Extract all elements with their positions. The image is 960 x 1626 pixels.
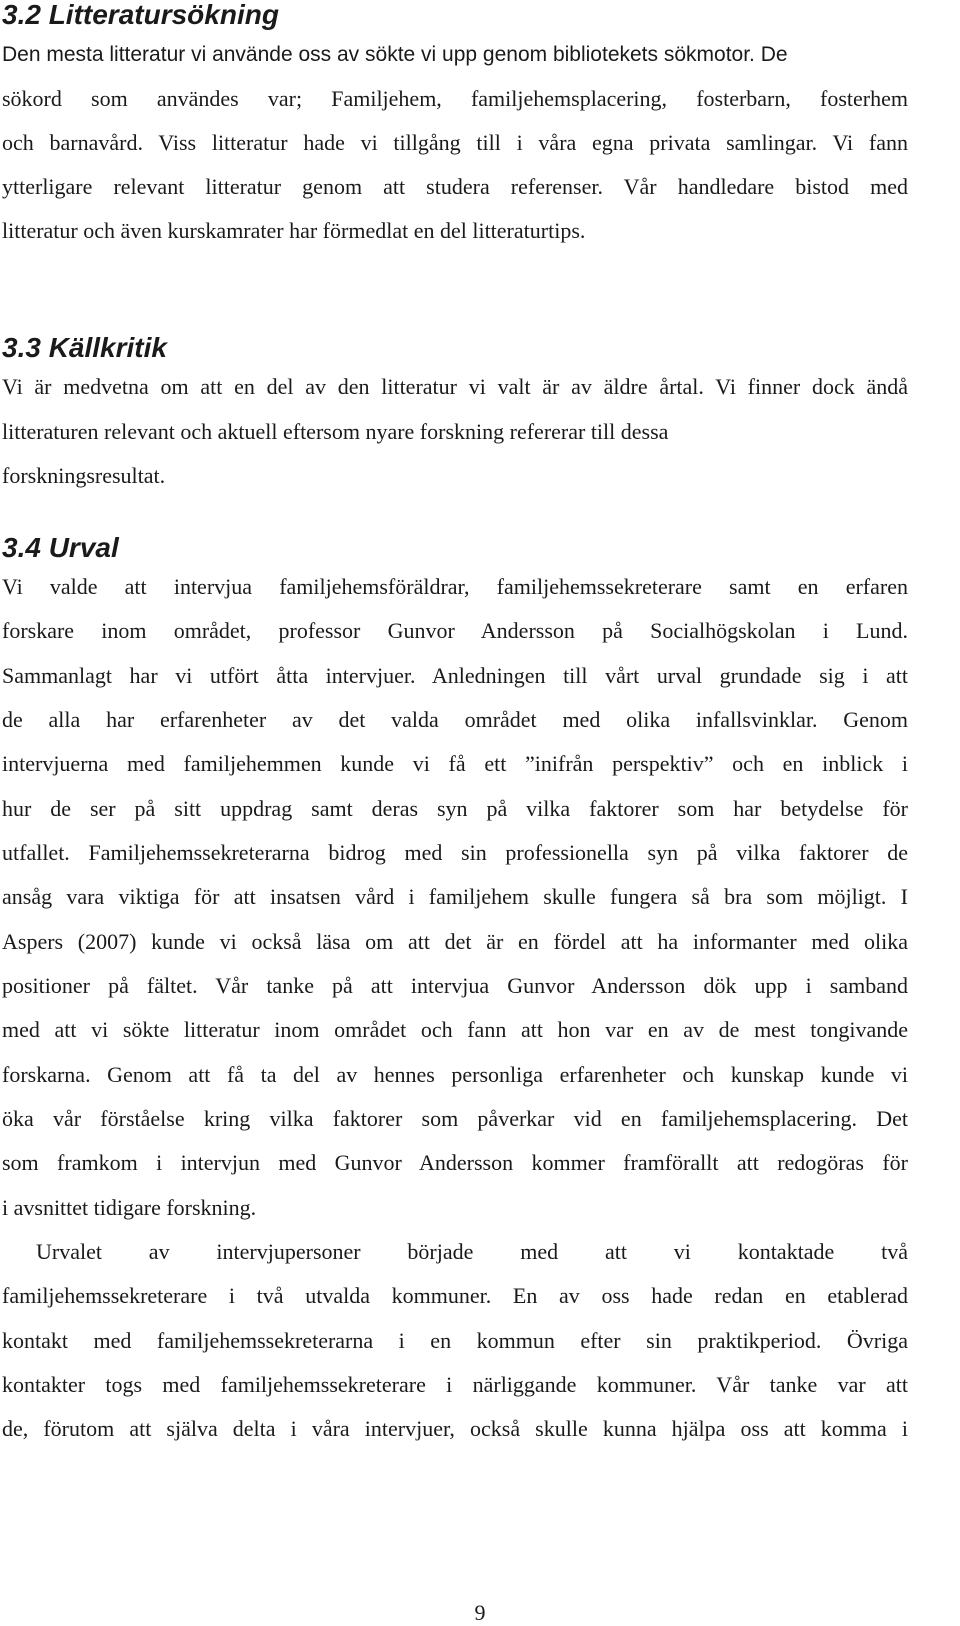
paragraph-line: de, förutom att själva delta i våra intervjuer, också skulle kunna hjälpa oss att komma i	[2, 1416, 908, 1441]
paragraph-line: litteraturen relevant och aktuell eftersom nyare forskning refererar till dessa	[2, 419, 669, 444]
paragraph-line: i avsnittet tidigare forskning.	[2, 1195, 257, 1220]
paragraph-line: Den mesta litteratur vi använde oss av sökte vi upp genom bibliotekets sökmotor. De	[2, 43, 788, 66]
paragraph-line: forskarna. Genom att få ta del av hennes personliga erfarenheter och kunskap kunde vi	[2, 1062, 908, 1087]
paragraph-line: kontakter togs med familjehemssekreterare i närliggande kommuner. Vår tanke var att	[2, 1372, 908, 1397]
paragraph-line: ytterligare relevant litteratur genom att studera referenser. Vår handledare bistod med	[2, 174, 908, 199]
paragraph-line: som framkom i intervjun med Gunvor Andersson kommer framförallt att redogöras för	[2, 1150, 908, 1175]
paragraph-line: forskningsresultat.	[2, 463, 166, 488]
paragraph-line: Urvalet av intervjupersoner började med att vi kontaktade två	[36, 1239, 908, 1264]
paragraph-line: litteratur och även kurskamrater har förmedlat en del litteraturtips.	[2, 218, 586, 243]
paragraph-line: forskare inom området, professor Gunvor Andersson på Socialhögskolan i Lund.	[2, 618, 908, 643]
paragraph-line: öka vår förståelse kring vilka faktorer som påverkar vid en familjehemsplacering. Det	[2, 1106, 908, 1131]
paragraph-line: Vi valde att intervjua familjehemsföräldrar, familjehemssekreterare samt en erfaren	[2, 574, 908, 599]
paragraph-line: familjehemssekreterare i två utvalda kommuner. En av oss hade redan en etablerad	[2, 1283, 908, 1308]
paragraph-line: Vi är medvetna om att en del av den litteratur vi valt är av äldre årtal. Vi finner dock ändå	[2, 374, 908, 399]
section-heading-urval: 3.4 Urval	[2, 532, 119, 563]
page-number: 9	[474, 1600, 486, 1625]
paragraph-line: utfallet. Familjehemssekreterarna bidrog med sin professionella syn på vilka faktorer de	[2, 840, 908, 865]
paragraph-line: Sammanlagt har vi utfört åtta intervjuer. Anledningen till vårt urval grundade sig i att	[2, 663, 908, 688]
paragraph-line: kontakt med familjehemssekreterarna i en kommun efter sin praktikperiod. Övriga	[2, 1328, 908, 1353]
paragraph-line: positioner på fältet. Vår tanke på att intervjua Gunvor Andersson dök upp i samband	[2, 973, 908, 998]
section-heading-litteratursokning: 3.2 Litteratursökning	[2, 0, 279, 30]
paragraph-line: ansåg vara viktiga för att insatsen vård i familjehem skulle fungera så bra som möjligt. I	[2, 884, 908, 909]
paragraph-line: med att vi sökte litteratur inom området och fann att hon var en av de mest tongivande	[2, 1017, 908, 1042]
paragraph-line: sökord som användes var; Familjehem, familjehemsplacering, fosterbarn, fosterhem	[2, 86, 908, 111]
section-heading-kallkritik: 3.3 Källkritik	[2, 332, 167, 363]
paragraph-line: intervjuerna med familjehemmen kunde vi få ett ”inifrån perspektiv” och en inblick i	[2, 751, 908, 776]
paragraph-line: och barnavård. Viss litteratur hade vi tillgång till i våra egna privata samlingar. Vi fann	[2, 130, 908, 155]
paragraph-line: de alla har erfarenheter av det valda området med olika infallsvinklar. Genom	[2, 707, 908, 732]
paragraph-line: Aspers (2007) kunde vi också läsa om att det är en fördel att ha informanter med olika	[2, 929, 908, 954]
paragraph-line: hur de ser på sitt uppdrag samt deras syn på vilka faktorer som har betydelse för	[2, 796, 908, 821]
